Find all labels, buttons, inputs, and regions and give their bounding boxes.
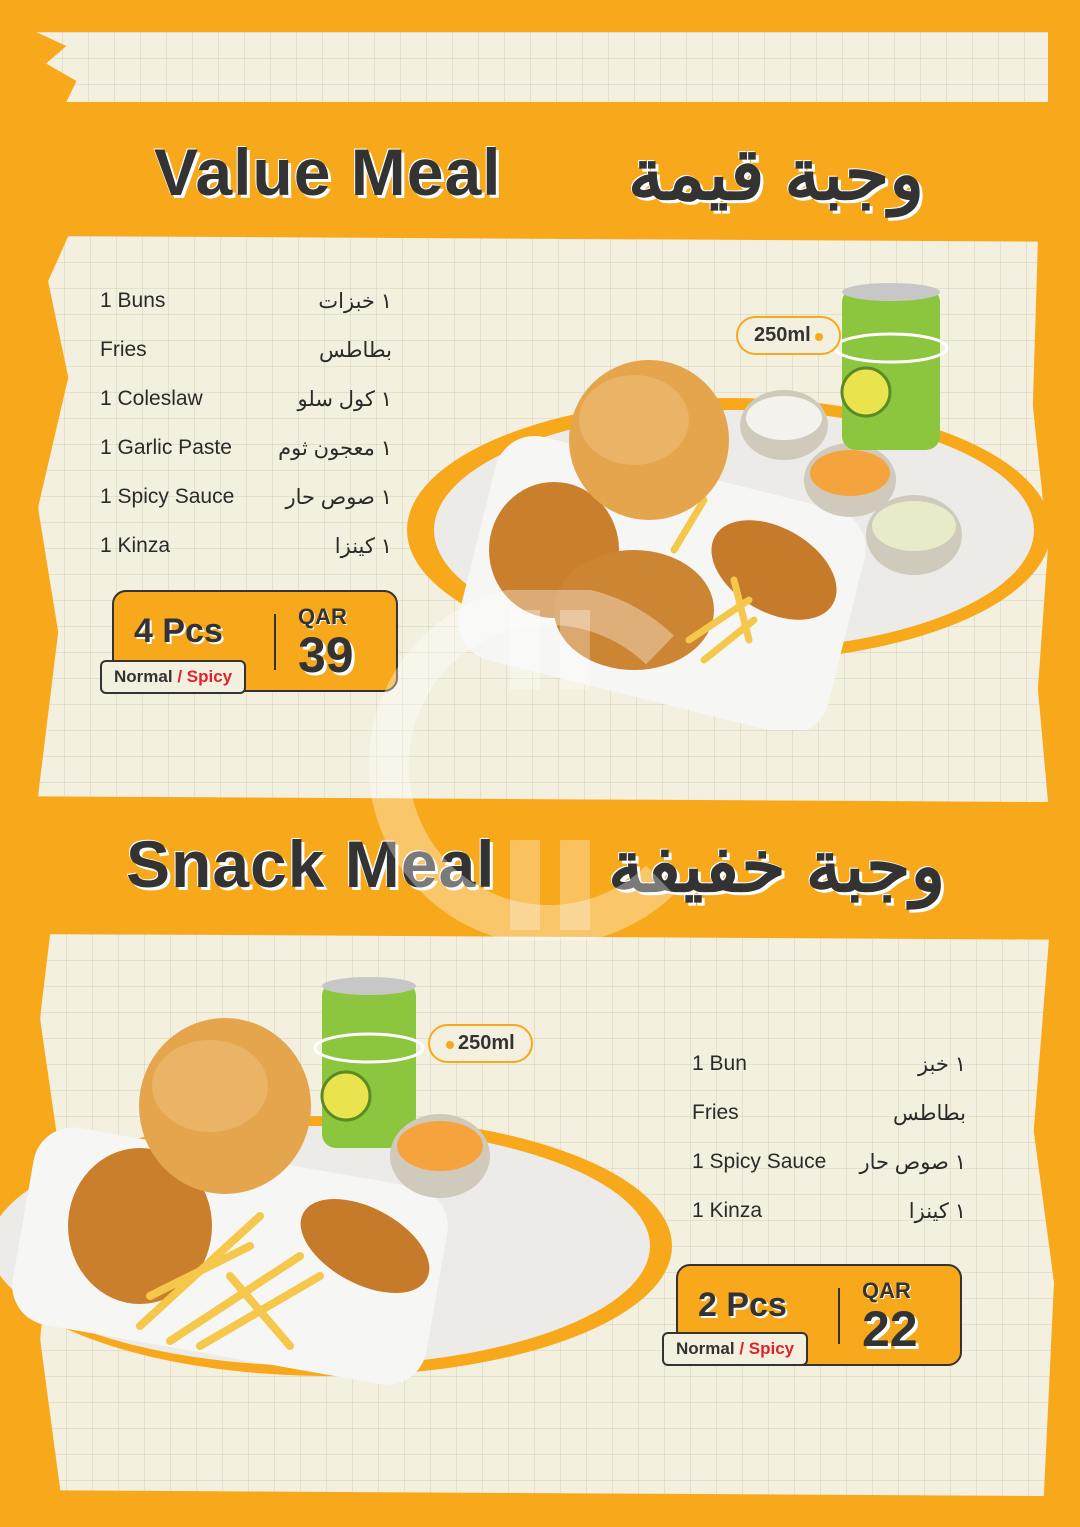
item-ar: ١ صوص حار bbox=[285, 486, 392, 509]
snack-meal-title-en: Snack Meal bbox=[126, 827, 496, 901]
spice-option-tag: Normal / Spicy bbox=[662, 1332, 808, 1366]
list-item bbox=[692, 1101, 966, 1150]
item-en: Fries bbox=[692, 1101, 739, 1124]
option-normal: Normal bbox=[114, 667, 173, 686]
item-ar: ١ صوص حار bbox=[859, 1151, 966, 1174]
spice-option-tag: Normal / Spicy bbox=[100, 660, 246, 694]
item-en: 1 Kinza bbox=[100, 534, 171, 557]
item-ar: ١ خبز bbox=[917, 1053, 966, 1076]
top-paper-strip bbox=[36, 32, 1048, 102]
item-en: 1 Kinza bbox=[692, 1199, 763, 1222]
item-ar: ١ كينزا bbox=[334, 535, 392, 558]
drink-volume-badge bbox=[428, 1024, 533, 1063]
option-spicy: Spicy bbox=[186, 667, 233, 686]
watermark-logo bbox=[360, 590, 740, 940]
list-item bbox=[100, 485, 392, 534]
item-en: 1 Buns bbox=[100, 289, 166, 312]
option-spicy: Spicy bbox=[748, 1339, 795, 1358]
divider bbox=[838, 1288, 840, 1344]
list-item bbox=[692, 1052, 966, 1101]
item-ar: ١ خبزات bbox=[318, 290, 392, 313]
item-en: 1 Spicy Sauce bbox=[100, 485, 235, 508]
drink-volume: 250ml bbox=[458, 1032, 515, 1054]
value-meal-items bbox=[100, 289, 392, 583]
list-item bbox=[100, 436, 392, 485]
value-meal-title-en: Value Meal bbox=[154, 135, 502, 209]
divider bbox=[274, 614, 276, 670]
item-ar: ١ كينزا bbox=[908, 1200, 966, 1223]
snack-meal-photo bbox=[0, 976, 680, 1386]
list-item bbox=[100, 387, 392, 436]
snack-meal-items bbox=[692, 1052, 966, 1248]
item-ar: بطاطس bbox=[319, 339, 392, 362]
currency-label: QAR bbox=[298, 604, 347, 629]
price-value: 39 bbox=[298, 627, 354, 683]
item-en: 1 Garlic Paste bbox=[100, 436, 232, 459]
pieces-count: 4 Pcs bbox=[134, 612, 223, 650]
pieces-count: 2 Pcs bbox=[698, 1286, 787, 1324]
list-item bbox=[692, 1150, 966, 1199]
dot-icon bbox=[815, 333, 823, 341]
list-item bbox=[100, 289, 392, 338]
snack-meal-title-ar: وجبة خفيفة bbox=[608, 827, 946, 907]
list-item bbox=[100, 338, 392, 387]
item-en: 1 Spicy Sauce bbox=[692, 1150, 827, 1173]
item-ar: ١ معجون ثوم bbox=[278, 437, 392, 460]
price-value: 22 bbox=[862, 1301, 918, 1357]
dot-icon bbox=[446, 1041, 454, 1049]
item-en: 1 Bun bbox=[692, 1052, 747, 1075]
option-normal: Normal bbox=[676, 1339, 735, 1358]
list-item bbox=[100, 534, 392, 583]
drink-volume: 250ml bbox=[754, 324, 811, 346]
item-en: Fries bbox=[100, 338, 147, 361]
item-ar: ١ كول سلو bbox=[297, 388, 392, 411]
item-ar: بطاطس bbox=[893, 1102, 966, 1125]
currency-label: QAR bbox=[862, 1278, 911, 1303]
list-item bbox=[692, 1199, 966, 1248]
value-meal-title-ar: وجبة قيمة bbox=[628, 135, 924, 215]
drink-volume-badge bbox=[736, 316, 841, 355]
item-en: 1 Coleslaw bbox=[100, 387, 203, 410]
